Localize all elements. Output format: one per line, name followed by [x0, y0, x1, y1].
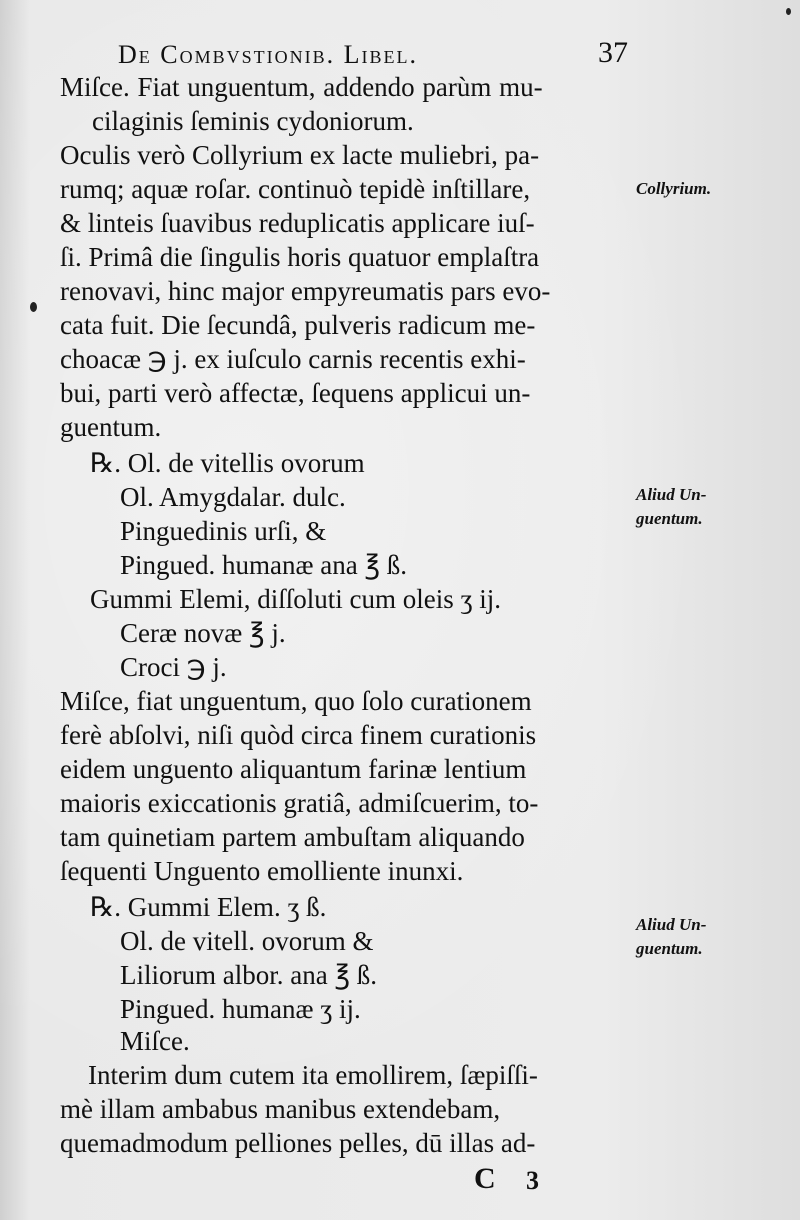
text-line: mè illam ambabus manibus extendebam,	[60, 1094, 501, 1124]
text-line: ferè abſolvi, niſi quòd circa finem curationis	[60, 720, 537, 750]
text-line: cata fuit. Die ſecundâ, pulveris radicum me-	[60, 310, 536, 340]
text-line: Miſce. Fiat unguentum, addendo parùm mu-	[60, 72, 543, 102]
text-line: Oculis verò Collyrium ex lacte muliebri, pa-	[60, 140, 540, 170]
signature-letter: C	[474, 1162, 496, 1195]
margin-note: Aliud Un-	[636, 485, 707, 504]
text-line: Pingued. humanæ ana ℥ ß.	[120, 550, 408, 580]
text-line: Interim dum cutem ita emollirem, ſæpiſſi-	[88, 1060, 538, 1090]
text-line: guentum.	[60, 412, 162, 442]
margin-note: guentum.	[636, 509, 703, 528]
text-line: maioris exiccationis gratiâ, admiſcuerim, to-	[60, 788, 539, 818]
margin-note: Aliud Un-	[636, 915, 707, 934]
running-title: De Combvstionib. Libel.	[118, 40, 418, 69]
text-line: tam quinetiam partem ambuſtam aliquando	[60, 822, 525, 852]
text-line: ℞. Ol. de vitellis ovorum	[90, 448, 365, 478]
signature-number: 3	[526, 1166, 539, 1195]
text-line: rumq; aquæ roſar. continuò tepidè inſtillare,	[60, 174, 531, 204]
text-line: ſi. Primâ die ſingulis horis quatuor emplaſtra	[60, 242, 540, 272]
text-line: quemadmodum pelliones pelles, dū illas ad-	[60, 1128, 536, 1158]
text-line: Ceræ novæ ℥ j.	[120, 618, 286, 648]
text-line: Ol. de vitell. ovorum &	[120, 926, 374, 956]
margin-note: guentum.	[636, 939, 703, 958]
text-line: eidem unguento aliquantum farinæ lentium	[60, 754, 527, 784]
text-line: Pingued. humanæ ʒ ij.	[120, 994, 361, 1024]
text-line: Croci ℈ j.	[120, 652, 227, 682]
text-line: Liliorum albor. ana ℥ ß.	[120, 960, 378, 990]
ink-speck	[30, 302, 37, 312]
margin-note: Collyrium.	[636, 179, 712, 198]
ink-speck	[786, 8, 791, 15]
text-line: Miſce, fiat unguentum, quo ſolo curationem	[60, 686, 532, 716]
text-line: Ol. Amygdalar. dulc.	[120, 482, 346, 512]
text-line: ℞. Gummi Elem. ʒ ß.	[90, 892, 327, 922]
text-line: bui, parti verò affectæ, ſequens applicui un-	[60, 378, 531, 408]
text-line: Miſce.	[120, 1026, 190, 1056]
running-header	[118, 36, 638, 70]
page-number: 37	[598, 36, 628, 69]
text-line: renovavi, hinc major empyreumatis pars evo-	[60, 276, 551, 306]
text-line: cilaginis ſeminis cydoniorum.	[92, 106, 414, 136]
text-line: ſequenti Unguento emolliente inunxi.	[60, 856, 464, 886]
text-line: Pinguedinis urſi, &	[120, 516, 327, 546]
text-line: choacæ ℈ j. ex iuſculo carnis recentis exhi-	[60, 344, 526, 374]
text-line: & linteis ſuavibus reduplicatis applicare iuſ-	[60, 208, 535, 238]
text-line: Gummi Elemi, diſſoluti cum oleis ʒ ij.	[90, 584, 501, 614]
